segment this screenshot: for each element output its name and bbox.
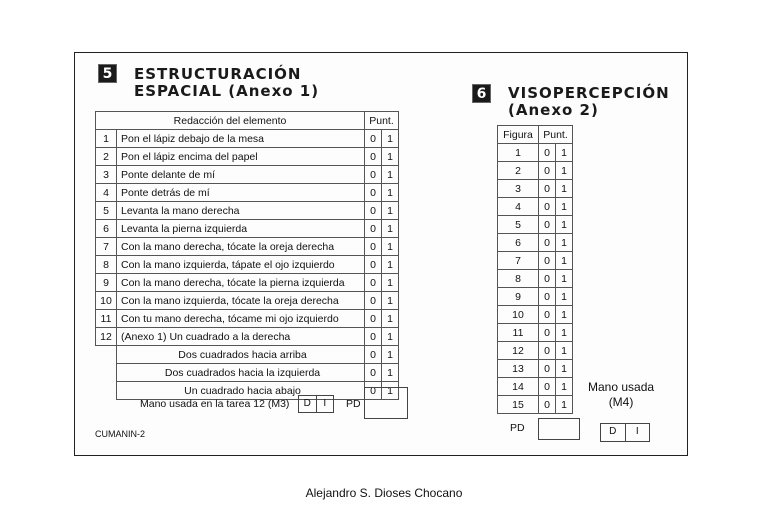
score-0-cell[interactable]: 0	[365, 382, 382, 400]
score-0-cell[interactable]: 0	[539, 288, 556, 306]
figure-number: 13	[498, 360, 539, 378]
spatial-structuring-table	[95, 111, 399, 400]
hand-used-m4-box	[600, 423, 650, 442]
section-6-title-line2: (Anexo 2)	[508, 101, 599, 119]
subitem-description: Un cuadrado hacia abajo	[117, 382, 365, 400]
item-description: Ponte delante de mí	[117, 166, 365, 184]
score-1-cell[interactable]: 1	[556, 162, 573, 180]
figure-number: 6	[498, 234, 539, 252]
section-5-number-badge: 5	[98, 64, 117, 83]
score-1-cell[interactable]: 1	[556, 270, 573, 288]
section-5-title-line1: ESTRUCTURACIÓN	[134, 65, 302, 83]
item-number: 5	[96, 202, 117, 220]
table-row	[96, 310, 399, 328]
table-row	[96, 184, 399, 202]
table-row	[96, 346, 399, 364]
item-description: Con tu mano derecha, tócame mi ojo izquierdo	[117, 310, 365, 328]
score-0-cell[interactable]: 0	[539, 306, 556, 324]
score-0-cell[interactable]: 0	[365, 328, 382, 346]
score-0-cell[interactable]: 0	[539, 378, 556, 396]
blank-cell	[96, 382, 117, 400]
score-0-cell[interactable]: 0	[539, 144, 556, 162]
figure-number: 8	[498, 270, 539, 288]
item-number: 9	[96, 274, 117, 292]
section-6-pd-box[interactable]	[538, 418, 580, 440]
item-description: Pon el lápiz debajo de la mesa	[117, 130, 365, 148]
item-number: 12	[96, 328, 117, 346]
item-description: (Anexo 1) Un cuadrado a la derecha	[117, 328, 365, 346]
table-row	[498, 198, 573, 216]
score-1-cell[interactable]: 1	[556, 180, 573, 198]
table-row	[498, 234, 573, 252]
section-5-title	[134, 66, 319, 100]
table-row	[498, 306, 573, 324]
score-0-cell[interactable]: 0	[365, 184, 382, 202]
item-description: Levanta la pierna izquierda	[117, 220, 365, 238]
table-row	[498, 270, 573, 288]
item-description: Con la mano izquierda, tócate la oreja derecha	[117, 292, 365, 310]
hand-used-m4-line2: (M4)	[608, 395, 634, 409]
header-score: Punt.	[365, 112, 399, 130]
figure-number: 10	[498, 306, 539, 324]
hand-used-task12-box	[298, 395, 334, 413]
section-6-number-badge: 6	[472, 84, 491, 103]
table-row	[96, 166, 399, 184]
score-0-cell[interactable]: 0	[539, 324, 556, 342]
figure-number: 11	[498, 324, 539, 342]
item-description: Con la mano derecha, tócate la pierna izquierda	[117, 274, 365, 292]
figure-number: 14	[498, 378, 539, 396]
figure-number: 5	[498, 216, 539, 234]
form-code: CUMANIN-2	[95, 429, 146, 439]
table-header-row	[96, 112, 399, 130]
item-description: Pon el lápiz encima del papel	[117, 148, 365, 166]
hand-d-option[interactable]: D	[303, 398, 311, 409]
score-1-cell[interactable]: 1	[382, 238, 399, 256]
score-0-cell[interactable]: 0	[539, 180, 556, 198]
table-row	[96, 130, 399, 148]
table-row	[498, 378, 573, 396]
item-number: 8	[96, 256, 117, 274]
hand-d-option[interactable]: D	[609, 426, 617, 437]
header-score: Punt.	[539, 126, 573, 144]
score-0-cell[interactable]: 0	[539, 162, 556, 180]
score-0-cell[interactable]: 0	[539, 360, 556, 378]
score-0-cell[interactable]: 0	[365, 346, 382, 364]
blank-cell	[96, 364, 117, 382]
score-0-cell[interactable]: 0	[539, 198, 556, 216]
item-number: 6	[96, 220, 117, 238]
subitem-description: Dos cuadrados hacia la izquierda	[117, 364, 365, 382]
table-row	[498, 324, 573, 342]
table-row	[96, 148, 399, 166]
table-row	[498, 396, 573, 414]
table-header-row	[498, 126, 573, 144]
score-1-cell[interactable]: 1	[556, 378, 573, 396]
score-1-cell[interactable]: 1	[556, 324, 573, 342]
score-0-cell[interactable]: 0	[539, 252, 556, 270]
score-1-cell[interactable]: 1	[556, 252, 573, 270]
figure-number: 3	[498, 180, 539, 198]
figure-number: 2	[498, 162, 539, 180]
section-5-pd-box[interactable]	[364, 387, 408, 419]
subitem-description: Dos cuadrados hacia arriba	[117, 346, 365, 364]
score-0-cell[interactable]: 0	[539, 270, 556, 288]
score-1-cell[interactable]: 1	[556, 396, 573, 414]
author-caption: Alejandro S. Dioses Chocano	[305, 486, 463, 500]
table-row	[498, 144, 573, 162]
score-1-cell[interactable]: 1	[556, 360, 573, 378]
item-number: 10	[96, 292, 117, 310]
item-description: Levanta la mano derecha	[117, 202, 365, 220]
visual-perception-table	[497, 125, 573, 414]
item-number: 1	[96, 130, 117, 148]
item-description: Con la mano derecha, tócate la oreja derecha	[117, 238, 365, 256]
table-row	[96, 256, 399, 274]
hand-i-option[interactable]: I	[316, 396, 334, 412]
score-0-cell[interactable]: 0	[365, 220, 382, 238]
score-1-cell[interactable]: 1	[556, 144, 573, 162]
item-number: 4	[96, 184, 117, 202]
figure-number: 4	[498, 198, 539, 216]
figure-number: 12	[498, 342, 539, 360]
score-1-cell[interactable]: 1	[382, 274, 399, 292]
table-row	[96, 220, 399, 238]
score-0-cell[interactable]: 0	[365, 130, 382, 148]
score-1-cell[interactable]: 1	[556, 342, 573, 360]
hand-used-task12-label: Mano usada en la tarea 12 (M3)	[140, 398, 290, 410]
score-1-cell[interactable]: 1	[556, 234, 573, 252]
score-1-cell[interactable]: 1	[382, 166, 399, 184]
hand-used-m4-line1: Mano usada	[588, 380, 655, 394]
item-number: 3	[96, 166, 117, 184]
table-row	[498, 360, 573, 378]
score-1-cell[interactable]: 1	[382, 202, 399, 220]
score-1-cell[interactable]: 1	[556, 216, 573, 234]
score-1-cell[interactable]: 1	[382, 364, 399, 382]
figure-number: 15	[498, 396, 539, 414]
item-number: 7	[96, 238, 117, 256]
score-1-cell[interactable]: 1	[382, 148, 399, 166]
table-row	[96, 364, 399, 382]
score-0-cell[interactable]: 0	[365, 256, 382, 274]
figure-number: 1	[498, 144, 539, 162]
section-5-pd-label: PD	[346, 398, 361, 410]
section-5-title-line2: ESPACIAL (Anexo 1)	[134, 82, 320, 100]
table-row	[498, 162, 573, 180]
score-0-cell[interactable]: 0	[539, 342, 556, 360]
score-1-cell[interactable]: 1	[382, 328, 399, 346]
table-row	[96, 292, 399, 310]
figure-number: 7	[498, 252, 539, 270]
score-1-cell[interactable]: 1	[382, 382, 399, 400]
table-row	[96, 274, 399, 292]
item-description: Con la mano izquierda, tápate el ojo izquierdo	[117, 256, 365, 274]
table-row	[498, 180, 573, 198]
header-figure: Figura	[498, 126, 539, 144]
score-1-cell[interactable]: 1	[556, 288, 573, 306]
score-0-cell[interactable]: 0	[365, 292, 382, 310]
score-1-cell[interactable]: 1	[382, 310, 399, 328]
table-row	[498, 342, 573, 360]
table-row	[498, 252, 573, 270]
section-6-pd-label: PD	[510, 422, 525, 434]
score-1-cell[interactable]: 1	[382, 292, 399, 310]
score-1-cell[interactable]: 1	[382, 130, 399, 148]
score-1-cell[interactable]: 1	[382, 220, 399, 238]
score-1-cell[interactable]: 1	[382, 256, 399, 274]
score-1-cell[interactable]: 1	[382, 184, 399, 202]
hand-used-m4-label	[588, 380, 654, 410]
score-0-cell[interactable]: 0	[539, 234, 556, 252]
score-0-cell[interactable]: 0	[539, 396, 556, 414]
hand-i-option[interactable]: I	[625, 424, 650, 441]
table-row	[96, 202, 399, 220]
item-number: 2	[96, 148, 117, 166]
section-6-title-line1: VISOPERCEPCIÓN	[508, 84, 670, 102]
score-0-cell[interactable]: 0	[539, 216, 556, 234]
score-1-cell[interactable]: 1	[382, 346, 399, 364]
section-6-title	[508, 85, 670, 119]
table-row	[498, 216, 573, 234]
header-item-description: Redacción del elemento	[96, 112, 365, 130]
score-1-cell[interactable]: 1	[556, 306, 573, 324]
score-0-cell[interactable]: 0	[365, 166, 382, 184]
score-0-cell[interactable]: 0	[365, 274, 382, 292]
table-row	[498, 288, 573, 306]
score-0-cell[interactable]: 0	[365, 310, 382, 328]
figure-number: 9	[498, 288, 539, 306]
item-number: 11	[96, 310, 117, 328]
table-row	[96, 382, 399, 400]
score-0-cell[interactable]: 0	[365, 238, 382, 256]
table-row	[96, 238, 399, 256]
item-description: Ponte detrás de mí	[117, 184, 365, 202]
score-1-cell[interactable]: 1	[556, 198, 573, 216]
score-0-cell[interactable]: 0	[365, 148, 382, 166]
score-0-cell[interactable]: 0	[365, 364, 382, 382]
blank-cell	[96, 346, 117, 364]
score-0-cell[interactable]: 0	[365, 202, 382, 220]
table-row	[96, 328, 399, 346]
